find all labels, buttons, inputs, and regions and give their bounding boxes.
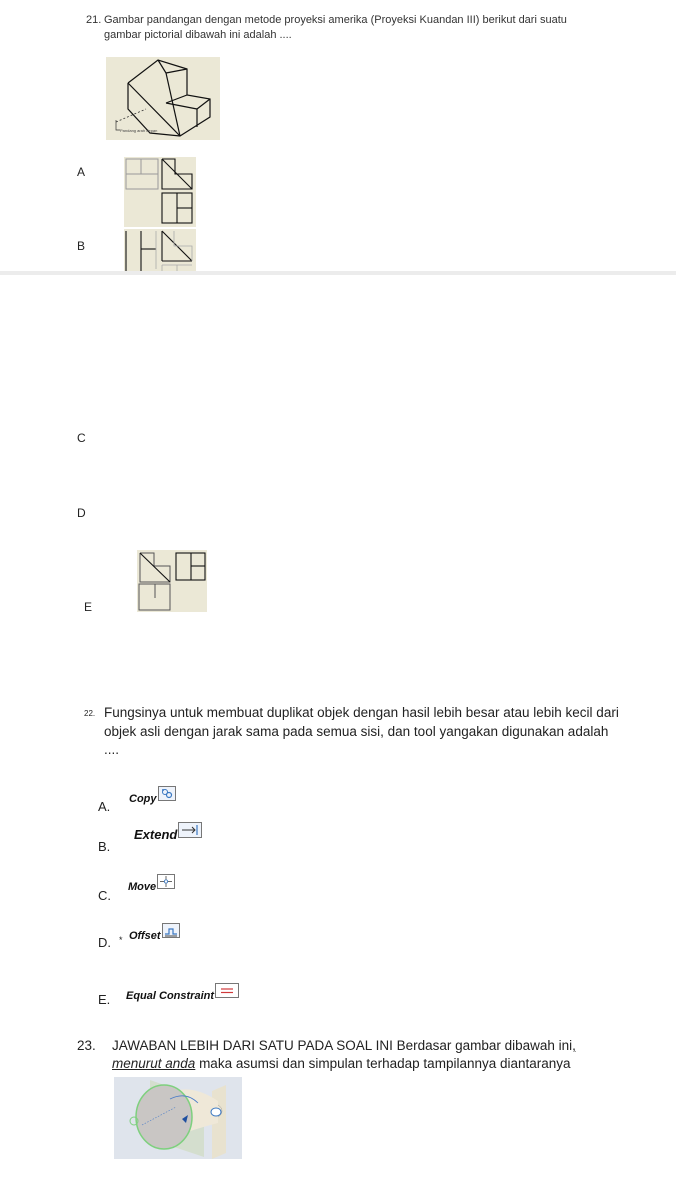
option-e-drawing[interactable]: [137, 550, 207, 612]
pictorial-drawing: [106, 57, 220, 140]
option-b-drawing[interactable]: [124, 229, 196, 271]
q22-option-e-letter[interactable]: E.: [98, 992, 111, 1007]
page-divider: [0, 271, 676, 275]
question-number: 23.: [77, 1038, 96, 1053]
q22-option-a-tool[interactable]: Copy: [129, 786, 176, 807]
extend-icon: [178, 822, 202, 838]
option-e-letter[interactable]: E: [84, 600, 93, 614]
offset-icon: [162, 923, 180, 938]
copy-icon: [158, 786, 176, 801]
option-d-letter[interactable]: D: [77, 506, 86, 520]
q22-option-b-letter[interactable]: B.: [98, 839, 111, 854]
q22-option-d-tool[interactable]: Offset: [129, 923, 180, 944]
q22-option-c-letter[interactable]: C.: [98, 888, 111, 903]
question-number: 22.: [84, 709, 96, 718]
underlined-phrase: menurut anda: [112, 1056, 196, 1071]
option-a-drawing[interactable]: [124, 157, 196, 227]
question-22-text: 22. Fungsinya untuk membuat duplikat objek dengan hasil lebih besar atau lebih kecil dari objek asli dengan jarak sama pada semua sisi, dan tool yangakan digunakan adalah ....: [84, 705, 619, 757]
q22-option-e-tool[interactable]: Equal Constraint: [126, 983, 239, 1004]
question-23-text: 23. JAWABAN LEBIH DARI SATU PADA SOAL INI Berdasar gambar dibawah ini, menurut anda maka asumsi dan simpulan terhadap tampilannya diantaranya: [77, 1038, 576, 1071]
question-21-text: 21. Gambar pandangan dengan metode proyeksi amerika (Proyeksi Kuandan III) berikut dari suatu gambar pictorial dibawah ini adalah ....: [86, 14, 567, 41]
q22-option-a-letter[interactable]: A.: [98, 799, 111, 814]
option-c-letter[interactable]: C: [77, 431, 86, 445]
option-b-letter[interactable]: B: [77, 239, 86, 253]
q22-option-c-tool[interactable]: Move: [128, 874, 175, 895]
option-a-letter[interactable]: A: [77, 165, 86, 179]
q22-option-d-marker: *: [119, 935, 123, 945]
q23-3d-model-image: [114, 1077, 242, 1159]
pictorial-caption: Pandang arah depan: [120, 128, 158, 133]
question-number: 21.: [86, 14, 102, 26]
q22-option-b-tool[interactable]: Extend: [134, 822, 202, 844]
q22-option-d-letter[interactable]: D.: [98, 935, 111, 950]
equal-constraint-icon: [215, 983, 239, 998]
move-icon: [157, 874, 175, 889]
